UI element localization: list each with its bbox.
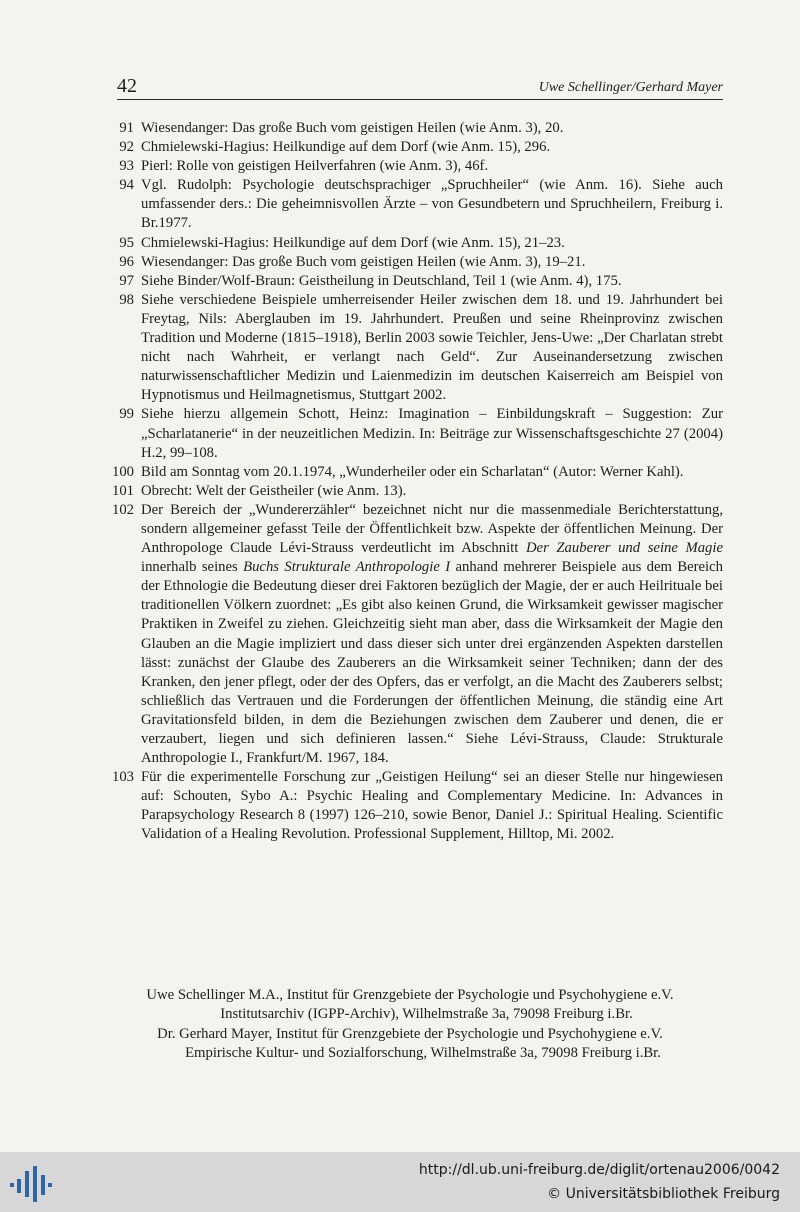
footnote	[108, 253, 723, 272]
footnote	[108, 291, 723, 406]
footnote	[108, 405, 723, 462]
footnote	[108, 138, 723, 157]
running-head: Uwe Schellinger/Gerhard Mayer	[538, 80, 723, 95]
footnote-text: Bild am Sonntag vom 20.1.1974, „Wunderheiler oder ein Scharlatan“ (Autor: Werner Kahl).	[141, 463, 684, 480]
footnote	[108, 157, 723, 176]
permalink-url[interactable]: http://dl.ub.uni-freiburg.de/diglit/ortenau2006/0042	[418, 1162, 780, 1178]
author-line: Uwe Schellinger M.A., Institut für Grenzgebiete der Psychologie und Psychohygiene e.V.	[146, 987, 674, 1003]
footnote-text	[141, 501, 723, 768]
footnote	[108, 119, 723, 138]
copyright-notice: © Universitätsbibliothek Freiburg	[547, 1186, 780, 1202]
footnote-number: 103	[111, 769, 134, 786]
footnote	[108, 501, 723, 768]
footnote-text: Wiesendanger: Das große Buch vom geistigen Heilen (wie Anm. 3), 20.	[141, 120, 564, 136]
ub-freiburg-logo-icon[interactable]	[10, 1162, 52, 1204]
footnote-number: 95	[119, 234, 134, 251]
author-affiliations	[100, 986, 720, 1063]
page-number: 42	[117, 75, 137, 97]
footnote-text: Wiesendanger: Das große Buch vom geistigen Heilen (wie Anm. 3), 19–21.	[141, 253, 586, 270]
author-line: Institutsarchiv (IGPP-Archiv), Wilhelmstraße 3a, 79098 Freiburg i.Br.	[220, 1006, 633, 1023]
footnote-number: 96	[119, 253, 134, 270]
footnote-text: Pierl: Rolle von geistigen Heilverfahren (wie Anm. 3), 46f.	[141, 158, 489, 175]
footnote-number: 101	[111, 482, 134, 499]
footnote-text: Chmielewski-Hagius: Heilkundige auf dem Dorf (wie Anm. 15), 296.	[141, 139, 551, 156]
footnote-number: 91	[119, 120, 134, 136]
footnote-number: 93	[119, 158, 134, 175]
footnote-text-segment: anhand mehrerer Beispiele aus dem Bereich der Ethnologie die Bedeutung dieser drei Faktoren bezüglich der Magie, der er auch Heilrituale bei traditionellen Völkern zuordnet: „Es gibt also keinen Grund, die Wirksamkeit gewisser magischer Praktiken in Zweifel zu ziehen. Gleichzeitig sieht man aber, dass die Wirksamkeit der Magie den Glauben an die Magie impliziert und dass dieser sich unter drei ergänzenden Aspekten darstellen lässt: zunächst der Glaube des Zauberers an die Wirksamkeit seiner Techniken; dann der des Kranken, den jener pflegt, oder der des Opfers, das er verfolgt, an die Macht des Zauberers selbst; schließlich das Vertrauen und die Forderungen der öffentlichen Meinung, die ständig eine Art Gravitationsfeld bilden, in dem die Beziehungen zwischen dem Zauberer und denen, die er verzaubert, liegen und sich definieren lassen.“ Siehe Lévi-Strauss, Claude: Strukturale Anthropologie I., Frankfurt/M. 1967, 184.	[141, 559, 723, 767]
footnote-number: 102	[111, 501, 134, 518]
footnote-number: 97	[119, 272, 134, 289]
footnote-text: Siehe hierzu allgemein Schott, Heinz: Imagination – Einbildungskraft – Suggestion: Zur „Scharlatanerie“ in der neuzeitlichen Medizin. In: Beiträge zur Wissenschaftsgeschichte 27 (2004) H.2, 99–108.	[141, 406, 723, 461]
book-title: Buchs Strukturale Anthropologie I	[243, 559, 451, 576]
footnote-number: 94	[119, 177, 134, 194]
footnote-number: 92	[119, 139, 134, 156]
footnote-text-segment: Der Bereich der „Wundererzähler“ bezeichnet nicht nur die massenmediale Berichterstattung, sondern allgemeiner gefasst Teile der Öffentlichkeit bzw. Aspekte der öffentlichen Meinung. Der Anthropologe Claude Lévi-Strauss verdeutlicht im Abschnitt	[141, 501, 723, 557]
footnote	[108, 272, 723, 291]
footnote	[108, 463, 723, 482]
footnote	[108, 482, 723, 501]
footnote-number: 100	[111, 463, 134, 480]
footnote-text: Obrecht: Welt der Geistheiler (wie Anm. 13).	[141, 482, 407, 499]
footnote-text: Chmielewski-Hagius: Heilkundige auf dem Dorf (wie Anm. 15), 21–23.	[141, 234, 565, 251]
footnote	[108, 768, 723, 844]
footnote	[108, 176, 723, 233]
footnote-text-segment: innerhalb seines	[141, 559, 244, 576]
footnotes-list	[108, 119, 723, 845]
footnote-number: 98	[119, 291, 134, 308]
author-line: Dr. Gerhard Mayer, Institut für Grenzgebiete der Psychologie und Psychohygiene e.V.	[157, 1025, 663, 1042]
footnote-text: Siehe verschiedene Beispiele umherreisender Heiler zwischen dem 18. und 19. Jahrhundert bei Freytag, Nils: Aberglauben im 19. Jahrhundert. Preußen und seine Rheinprovinz zwischen Tradition und Moderne (1815–1918), Berlin 2003 sowie Teichler, Jens-Uwe: „Der Charlatan strebt nicht nach Wahrheit, er verlangt nach Geld“. Zur Auseinandersetzung zwischen naturwissenschaftlicher Medizin und Laienmedizin im deutschen Kaiserreich am Beispiel von Hypnotismus und Heilmagnetismus, Stuttgart 2002.	[141, 291, 723, 404]
footnote-number: 99	[119, 406, 134, 423]
author-line: Empirische Kultur- und Sozialforschung, Wilhelmstraße 3a, 79098 Freiburg i.Br.	[185, 1044, 661, 1061]
viewer-footer-bar	[0, 1152, 800, 1212]
footnote-text: Vgl. Rudolph: Psychologie deutschsprachiger „Spruchheiler“ (wie Anm. 16). Siehe auch umfassender ders.: Die geheimnisvollen Ärzte – von Gesundbetern und Spruchheilern, Freiburg i. Br.1977.	[141, 177, 723, 232]
footnote-text: Für die experimentelle Forschung zur „Geistigen Heilung“ sei an dieser Stelle nur hingewiesen auf: Schouten, Sybo A.: Psychic Healing and Complementary Medicine. In: Advances in Parapsychology Research 8 (1997) 126–210, sowie Benor, Daniel J.: Spiritual Healing. Scientific Validation of a Healing Revolution. Professional Supplement, Hilltop, Mi. 2002.	[141, 769, 723, 843]
footnote-text: Siehe Binder/Wolf-Braun: Geistheilung in Deutschland, Teil 1 (wie Anm. 4), 175.	[141, 272, 622, 289]
footnote	[108, 234, 723, 253]
section-title: Der Zauberer und seine Magie	[525, 540, 723, 557]
page-header	[117, 74, 723, 100]
